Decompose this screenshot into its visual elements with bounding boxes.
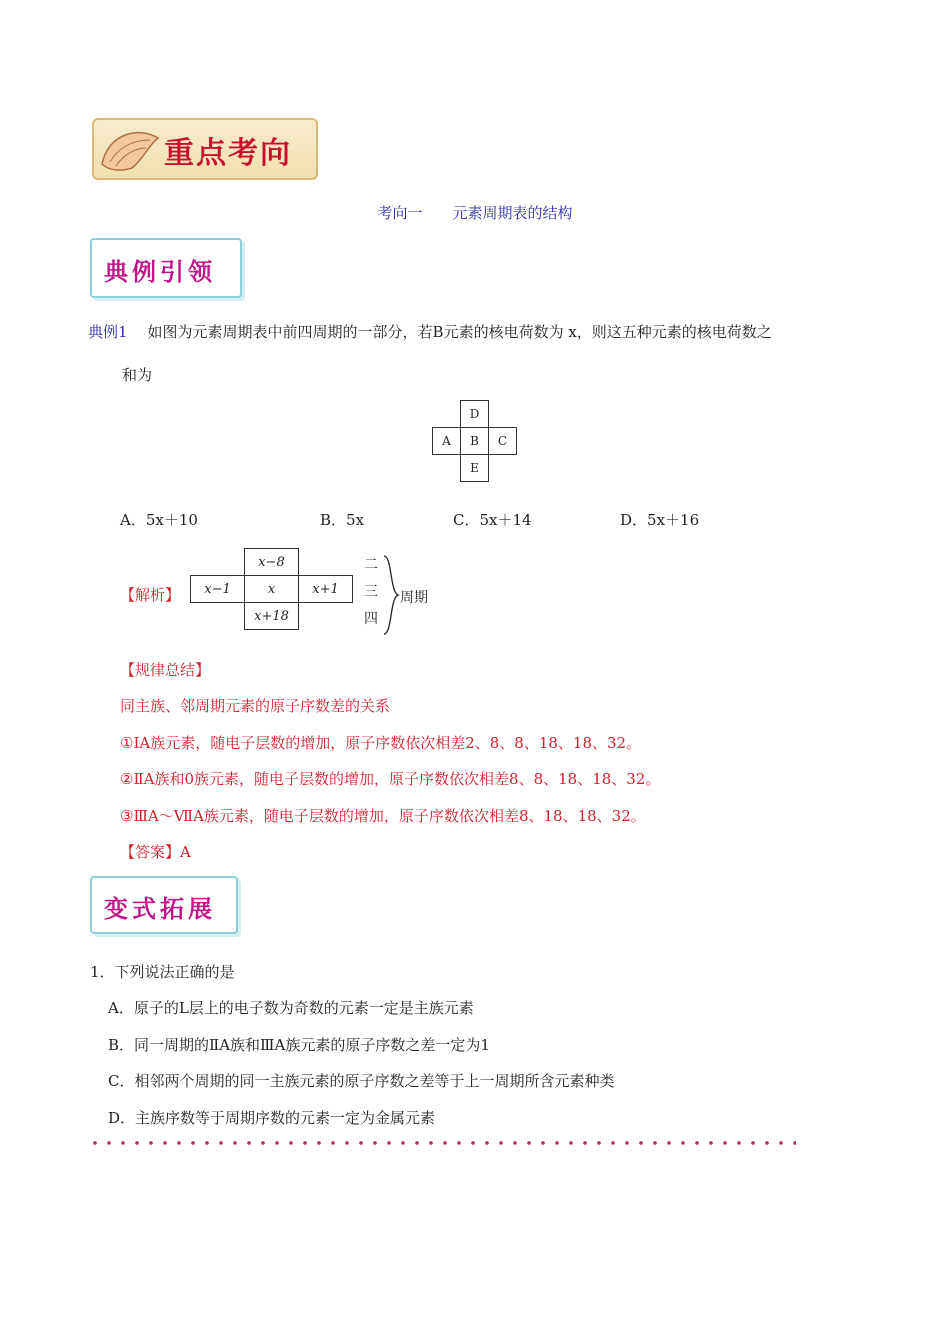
cell-top: D <box>461 401 489 428</box>
analysis-cell-top: x−8 <box>245 549 299 576</box>
summary-item-3: ③ⅢA～ⅦA族元素，随电子层数的增加，原子序数依次相差8、18、18、32。 <box>120 807 646 825</box>
period-3: 三 <box>364 584 378 600</box>
summary-title: 同主族、邻周期元素的原子序数差的关系 <box>120 697 391 715</box>
cell-center: B <box>461 428 489 455</box>
dotted-divider <box>88 1140 796 1146</box>
analysis-label: 【解析】 <box>120 586 181 604</box>
period-4: 四 <box>364 611 378 627</box>
period-2: 二 <box>364 557 378 573</box>
analysis-cell-bottom: x+18 <box>245 603 299 630</box>
banner-title: 重点考向 <box>164 136 292 171</box>
tag-variant-label: 变式拓展 <box>104 895 216 923</box>
option-a: A．5x＋10 <box>120 511 198 529</box>
example-label: 典例1 <box>88 323 128 341</box>
question-option-d: D．主族序数等于周期序数的元素一定为金属元素 <box>108 1109 436 1127</box>
question-stem: 1．下列说法正确的是 <box>90 963 235 981</box>
example-text-2: 和为 <box>122 366 153 384</box>
section-title: 考向一 元素周期表的结构 <box>377 204 573 222</box>
period-labels <box>364 552 378 633</box>
period-label: 周期 <box>400 590 428 606</box>
cell-left: A <box>433 428 461 455</box>
analysis-cell-center: x <box>245 576 299 603</box>
question-option-a: A．原子的L层上的电子数为奇数的元素一定是主族元素 <box>108 999 474 1017</box>
tag-example <box>90 238 242 298</box>
analysis-cell-right: x+1 <box>299 576 353 603</box>
answer-label: 【答案】A <box>120 843 191 861</box>
periodic-table-fragment <box>432 400 517 482</box>
tag-example-label: 典例引领 <box>104 258 216 286</box>
example-line-1 <box>88 322 772 342</box>
shell-icon <box>98 124 162 174</box>
summary-label: 【规律总结】 <box>120 661 211 679</box>
option-b: B．5x <box>320 511 365 529</box>
analysis-cell-left: x−1 <box>191 576 245 603</box>
option-c: C．5x＋14 <box>453 511 532 529</box>
brace-icon <box>382 554 400 636</box>
tag-variant <box>90 876 238 934</box>
section-banner <box>92 118 318 180</box>
question-option-b: B．同一周期的ⅡA族和ⅢA族元素的原子序数之差一定为1 <box>108 1036 490 1054</box>
analysis-table <box>190 548 353 630</box>
question-option-c: C．相邻两个周期的同一主族元素的原子序数之差等于上一周期所含元素种类 <box>108 1072 615 1090</box>
summary-item-2: ②ⅡA族和0族元素，随电子层数的增加，原子序数依次相差8、8、18、18、32。 <box>120 770 661 788</box>
summary-item-1: ①ⅠA族元素，随电子层数的增加，原子序数依次相差2、8、8、18、18、32。 <box>120 734 642 752</box>
cell-bottom: E <box>461 455 489 482</box>
cell-right: C <box>489 428 517 455</box>
option-d: D．5x＋16 <box>620 511 700 529</box>
example-text-1: 如图为元素周期表中前四周期的一部分，若B元素的核电荷数为 x，则这五种元素的核电荷数之 <box>147 323 772 341</box>
